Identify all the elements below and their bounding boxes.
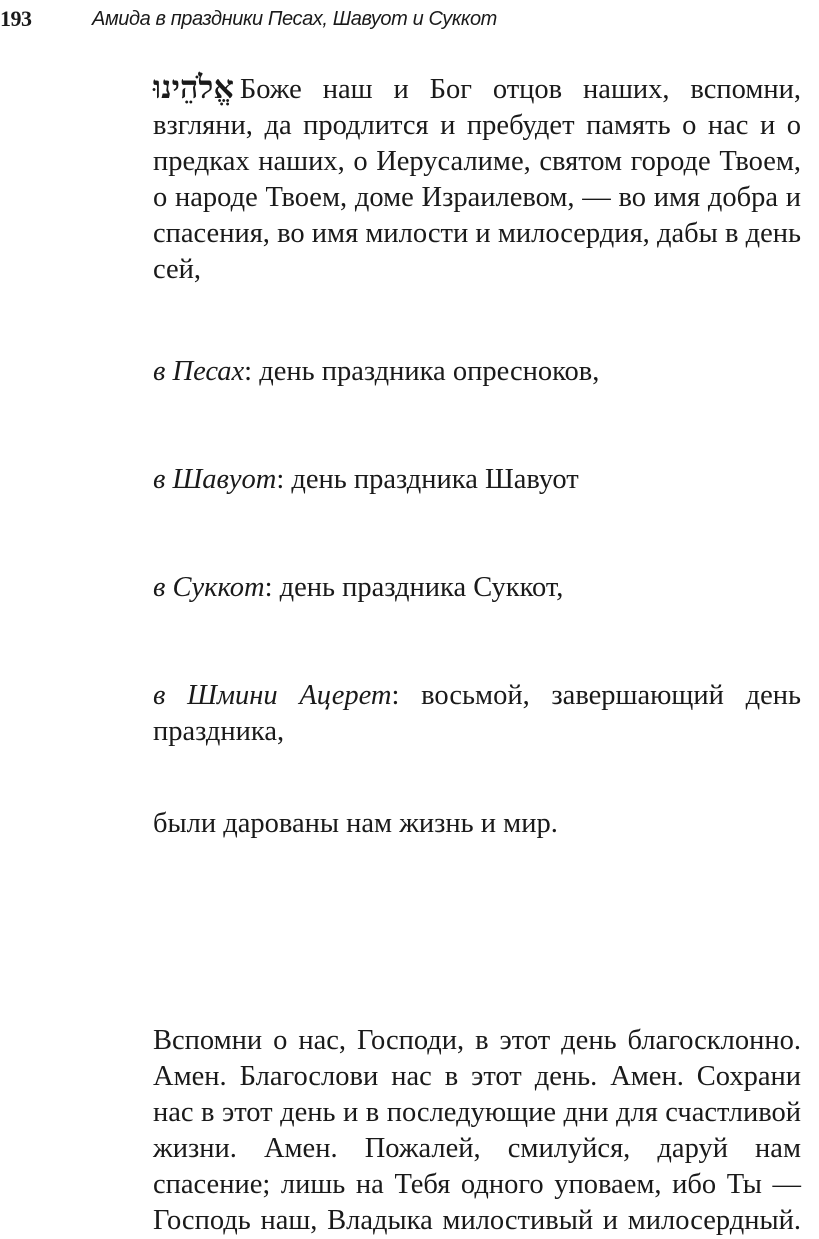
page-header <box>0 6 819 36</box>
opening-text: Боже наш и Бог отцов наших, вспомни, взгляни, да продлится и пребудет память о нас и о предках наших, о Иерусалиме, святом городе Твоем, о народе Твоем, доме Израилевом, — во имя добра и спасения, во имя милости и милосердия, дабы в день сей, <box>153 74 801 285</box>
hebrew-word: אֱלֹהֵינוּ <box>153 68 234 106</box>
occasion-name: в Шмини Ацерет <box>153 680 392 711</box>
page-number: 193 <box>0 6 32 31</box>
occasion-name: в Песах <box>153 356 245 387</box>
occasion-sukkot <box>153 570 801 606</box>
occasion-text: : восьмой, завершающий день праздника, <box>153 680 801 747</box>
closing-line: были дарованы нам жизнь и мир. <box>153 808 558 839</box>
occasion-pesach <box>153 354 801 390</box>
occasion-text: : день праздника опресноков, <box>244 356 600 387</box>
occasion-name: в Шавуот <box>153 464 277 495</box>
occasion-name: в Суккот <box>153 572 265 603</box>
opening-paragraph <box>153 69 801 288</box>
final-paragraph: Вспомни о нас, Господи, в этот день благосклонно. Амен. Благослови нас в этот день. Амен. Сохрани нас в этот день и в последующие дни для счастливой жизни. Амен. Пожалей, смилуйся, даруй нам спасение; лишь на Тебя одного уповаем, ибо Ты — Господь наш, Владыка милостивый и милосердный. <box>153 1025 801 1236</box>
occasion-shemini-atzeret <box>153 678 801 750</box>
occasion-shavuot <box>153 462 801 498</box>
running-title: Амида в праздники Песах, Шавуот и Суккот <box>92 8 497 30</box>
occasion-text: : день праздника Суккот, <box>264 572 564 603</box>
occasion-text: : день праздника Шавуот <box>276 464 579 495</box>
